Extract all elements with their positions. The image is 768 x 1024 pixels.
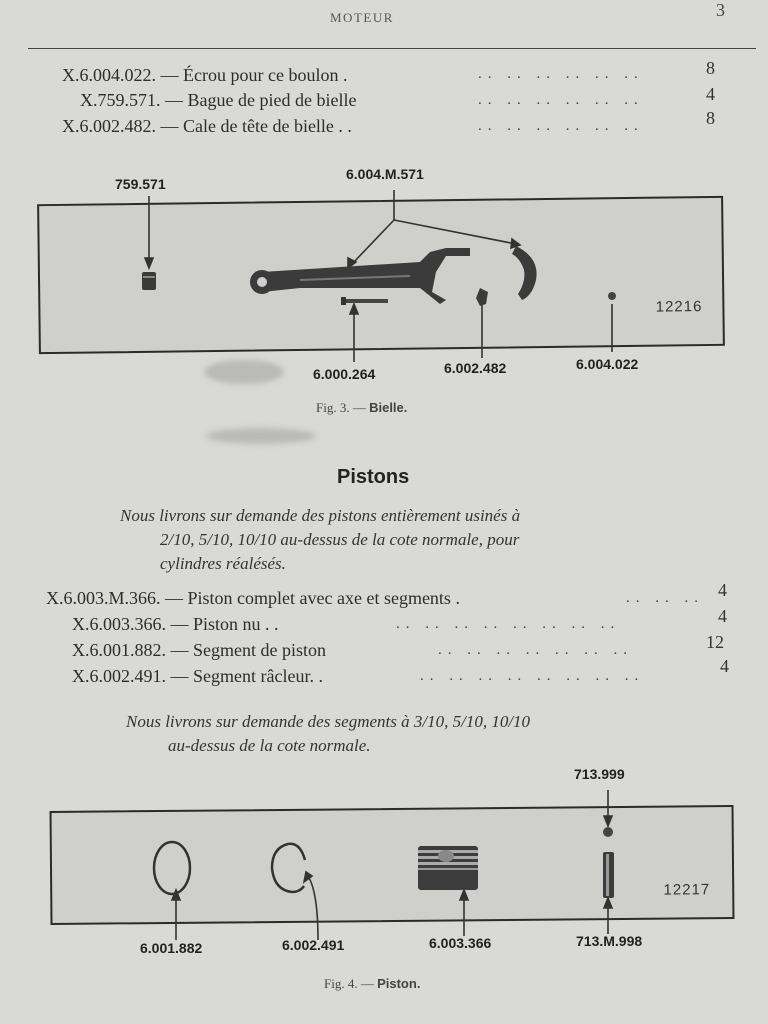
- leader-dots: .. .. .. .. .. .. .. ..: [396, 616, 621, 632]
- part-description: — Bague de pied de bielle: [165, 90, 357, 110]
- leader-dots: .. .. .. .. .. ..: [478, 92, 644, 108]
- note-line: 2/10, 5/10, 10/10 au-dessus de la cote normale, pour: [160, 530, 520, 549]
- running-header: MOTEUR: [330, 10, 394, 25]
- fig3-label-nut: 6.004.022: [576, 356, 639, 372]
- parts-row: [46, 588, 460, 609]
- leader-dots: .. .. .. .. .. ..: [478, 118, 644, 134]
- caption-prefix: Fig. 3. —: [316, 400, 366, 415]
- caption-title: Piston.: [377, 976, 421, 991]
- parts-row: [72, 640, 326, 661]
- leader-dots: .. .. ..: [626, 590, 704, 606]
- part-quantity: 4: [720, 656, 729, 676]
- note-line: cylindres réalésés.: [160, 554, 286, 573]
- nut-part: [608, 292, 616, 300]
- part-code: X.6.002.491.: [72, 666, 166, 686]
- fig4-label-pin: 713.M.998: [576, 933, 643, 949]
- fig4-label-ring: 6.001.882: [140, 940, 203, 956]
- arrow-head: [604, 816, 612, 826]
- piston-ring-part: [154, 842, 190, 894]
- scraper-ring-part: [272, 844, 305, 892]
- fig3-label-bush: 759.571: [115, 176, 166, 192]
- part-code: X.6.002.482.: [62, 116, 156, 136]
- part-quantity: 12: [706, 632, 724, 652]
- fig3-caption: [316, 400, 407, 416]
- leader-dots: .. .. .. .. .. .. ..: [438, 642, 633, 658]
- fig3-label-bolt: 6.000.264: [313, 366, 376, 382]
- leader-dots: .. .. .. .. .. .. .. ..: [420, 668, 645, 684]
- fig4-caption: [324, 976, 420, 992]
- note-line: Nous livrons sur demande des pistons entièrement usinés à: [120, 506, 521, 525]
- part-code: X.6.003.M.366.: [46, 588, 161, 608]
- arrow-head: [350, 304, 358, 314]
- part-code: X.6.003.366.: [72, 614, 166, 634]
- leader-line: [394, 220, 516, 244]
- caption-title: Bielle.: [369, 400, 408, 415]
- part-description: — Piston nu . .: [170, 614, 279, 634]
- circlip-part: [603, 827, 613, 837]
- part-code: X.759.571.: [80, 90, 161, 110]
- leader-line: [308, 876, 318, 940]
- fig3-label-rod: 6.004.M.571: [346, 166, 424, 182]
- part-description: — Écrou pour ce boulon .: [160, 65, 348, 85]
- fig4-label-piston: 6.003.366: [429, 935, 492, 951]
- part-quantity: 8: [706, 108, 715, 128]
- paper-stain: [204, 360, 284, 384]
- fig4-label-scraper: 6.002.491: [282, 937, 345, 953]
- leader-dots: .. .. .. .. .. ..: [478, 66, 644, 82]
- note-line: Nous livrons sur demande des segments à 3/10, 5/10, 10/10: [126, 712, 531, 731]
- fig4-label-circlip: 713.999: [574, 766, 625, 782]
- parts-row: [72, 666, 323, 687]
- part-quantity: 4: [718, 580, 727, 600]
- arrow-head: [604, 898, 612, 908]
- shim-part: [476, 288, 488, 306]
- part-description: — Segment de piston: [170, 640, 326, 660]
- note-line: au-dessus de la cote normale.: [168, 736, 371, 755]
- part-description: — Segment râcleur. .: [170, 666, 323, 686]
- arrow-head: [511, 239, 520, 248]
- fig4-reference-number: 12217: [663, 881, 711, 899]
- part-quantity: 4: [718, 606, 727, 626]
- part-description: — Piston complet avec axe et segments .: [165, 588, 460, 608]
- part-quantity: 8: [706, 58, 715, 78]
- arrow-head: [145, 258, 153, 268]
- arrow-head: [460, 890, 468, 900]
- page-number: 3: [716, 0, 725, 20]
- leader-line: [352, 220, 394, 264]
- section-title: Pistons: [337, 466, 410, 488]
- part-code: X.6.004.022.: [62, 65, 156, 85]
- fig3-label-shim: 6.002.482: [444, 360, 507, 376]
- piston-pin-part: [603, 852, 614, 898]
- parts-row: [72, 614, 279, 635]
- rod-bolt-part: [341, 297, 388, 305]
- caption-prefix: Fig. 4. —: [324, 976, 374, 991]
- small-end-bush-part: [142, 272, 156, 290]
- part-quantity: 4: [706, 84, 715, 104]
- fig3-reference-number: 12216: [655, 298, 703, 316]
- part-code: X.6.001.882.: [72, 640, 166, 660]
- paper-stain: [206, 428, 316, 444]
- bearing-cap-part: [512, 246, 537, 300]
- piston-part: [418, 846, 478, 890]
- part-description: — Cale de tête de bielle . .: [160, 116, 352, 136]
